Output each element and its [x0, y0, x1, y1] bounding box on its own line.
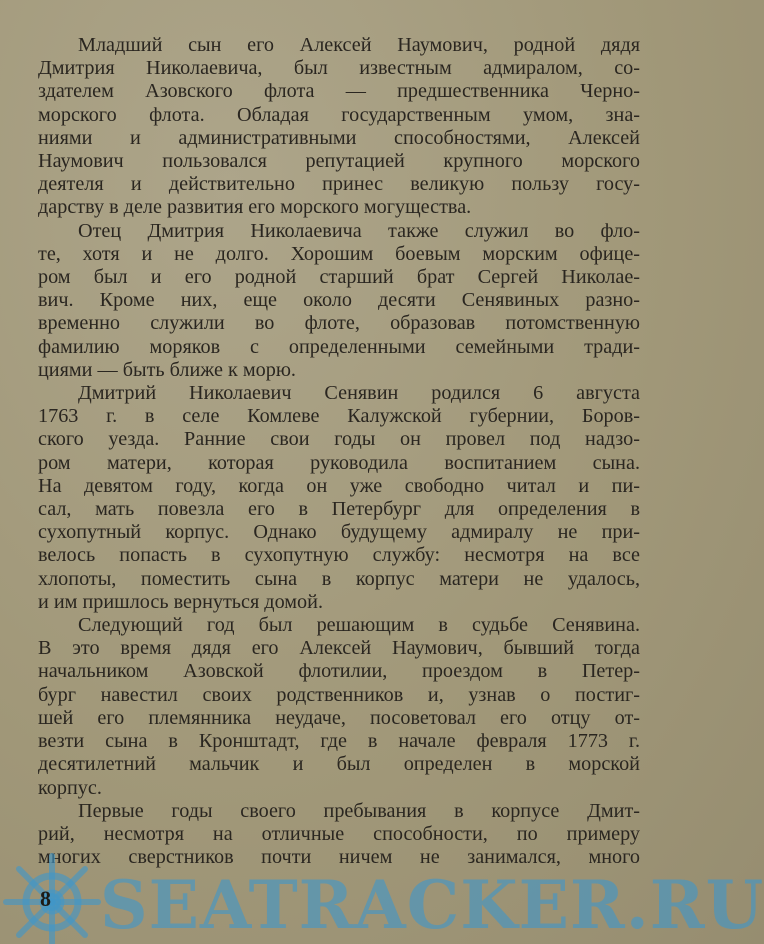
text-line: Наумович пользовался репутацией крупного морского	[38, 150, 640, 173]
page-body-text	[38, 34, 640, 869]
text-line: вич. Кроме них, еще около десяти Сенявиных разно-	[38, 289, 640, 312]
watermark	[0, 850, 764, 944]
page-footer	[0, 850, 764, 944]
text-line: ского уезда. Ранние свои годы он провел под надзо-	[38, 428, 640, 451]
paragraph	[38, 220, 640, 382]
text-line: те, хотя и не долго. Хорошим боевым морским офице-	[38, 242, 640, 265]
watermark-text: SEATRACKER.RU	[100, 866, 764, 944]
text-line: начальником Азовской флотилии, проездом в Петер-	[38, 660, 640, 683]
text-line: Младший сын его Алексей Наумович, родной дядя	[78, 34, 640, 56]
text-line: циями — быть ближе к морю.	[38, 358, 296, 381]
text-line: бург навестил своих родственников и, узнав о постиг-	[38, 683, 640, 706]
text-line: морского флота. Обладая государственным умом, зна-	[38, 103, 640, 126]
text-line: рий, несмотря на отличные способности, по примеру	[38, 822, 640, 845]
text-line: фамилию моряков с определенными семейными тради-	[38, 335, 640, 358]
text-line: В это время дядя его Алексей Наумович, бывший тогда	[38, 637, 640, 660]
text-line: На девятом году, когда он уже свободно читал и пи-	[38, 474, 640, 497]
text-line: временно служили во флоте, образовав потомственную	[38, 312, 640, 335]
text-line: Первые годы своего пребывания в корпусе Дмит-	[78, 799, 640, 822]
text-line: Следующий год был решающим в судьбе Сенявина.	[78, 614, 640, 637]
text-line: ром был и его родной старший брат Сергей Николае-	[38, 266, 640, 289]
paragraph	[38, 382, 640, 614]
text-line: многих сверстников почти ничем не занимался, много	[38, 846, 640, 869]
text-line: дарству в деле развития его морского могущества.	[38, 196, 472, 219]
text-line: корпус.	[38, 776, 102, 799]
text-line: Дмитрия Николаевича, был известным адмиралом, со-	[38, 57, 640, 80]
text-line: хлопоты, поместить сына в корпус матери не удалось,	[38, 567, 640, 590]
text-line: сухопутный корпус. Однако будущему адмиралу не при-	[38, 521, 640, 544]
text-line: здателем Азовского флота — предшественника Черно-	[38, 80, 640, 103]
text-line: шей его племянника неудаче, посоветовал его отцу от-	[38, 706, 640, 729]
text-line: сал, мать повезла его в Петербург для определения в	[38, 498, 640, 521]
page-number: 8	[40, 886, 51, 911]
text-line: ниями и административными способностями, Алексей	[38, 126, 640, 149]
text-line: 1763 г. в селе Комлеве Калужской губернии, Боров-	[38, 405, 640, 428]
text-line: велось попасть в сухопутную службу: несмотря на все	[38, 544, 640, 567]
text-line: и им пришлось вернуться домой.	[38, 590, 323, 613]
text-line: десятилетний мальчик и был определен в морской	[38, 753, 640, 776]
paragraph	[38, 614, 640, 800]
text-line: везти сына в Кронштадт, где в начале февраля 1773 г.	[38, 730, 640, 753]
text-line: деятеля и действительно принес великую пользу госу-	[38, 173, 640, 196]
text-line: Дмитрий Николаевич Сенявин родился 6 августа	[78, 382, 640, 405]
text-line: Отец Дмитрия Николаевича также служил во фло-	[78, 219, 640, 242]
paragraph	[38, 34, 640, 220]
text-line: ром матери, которая руководила воспитанием сына.	[38, 451, 640, 474]
